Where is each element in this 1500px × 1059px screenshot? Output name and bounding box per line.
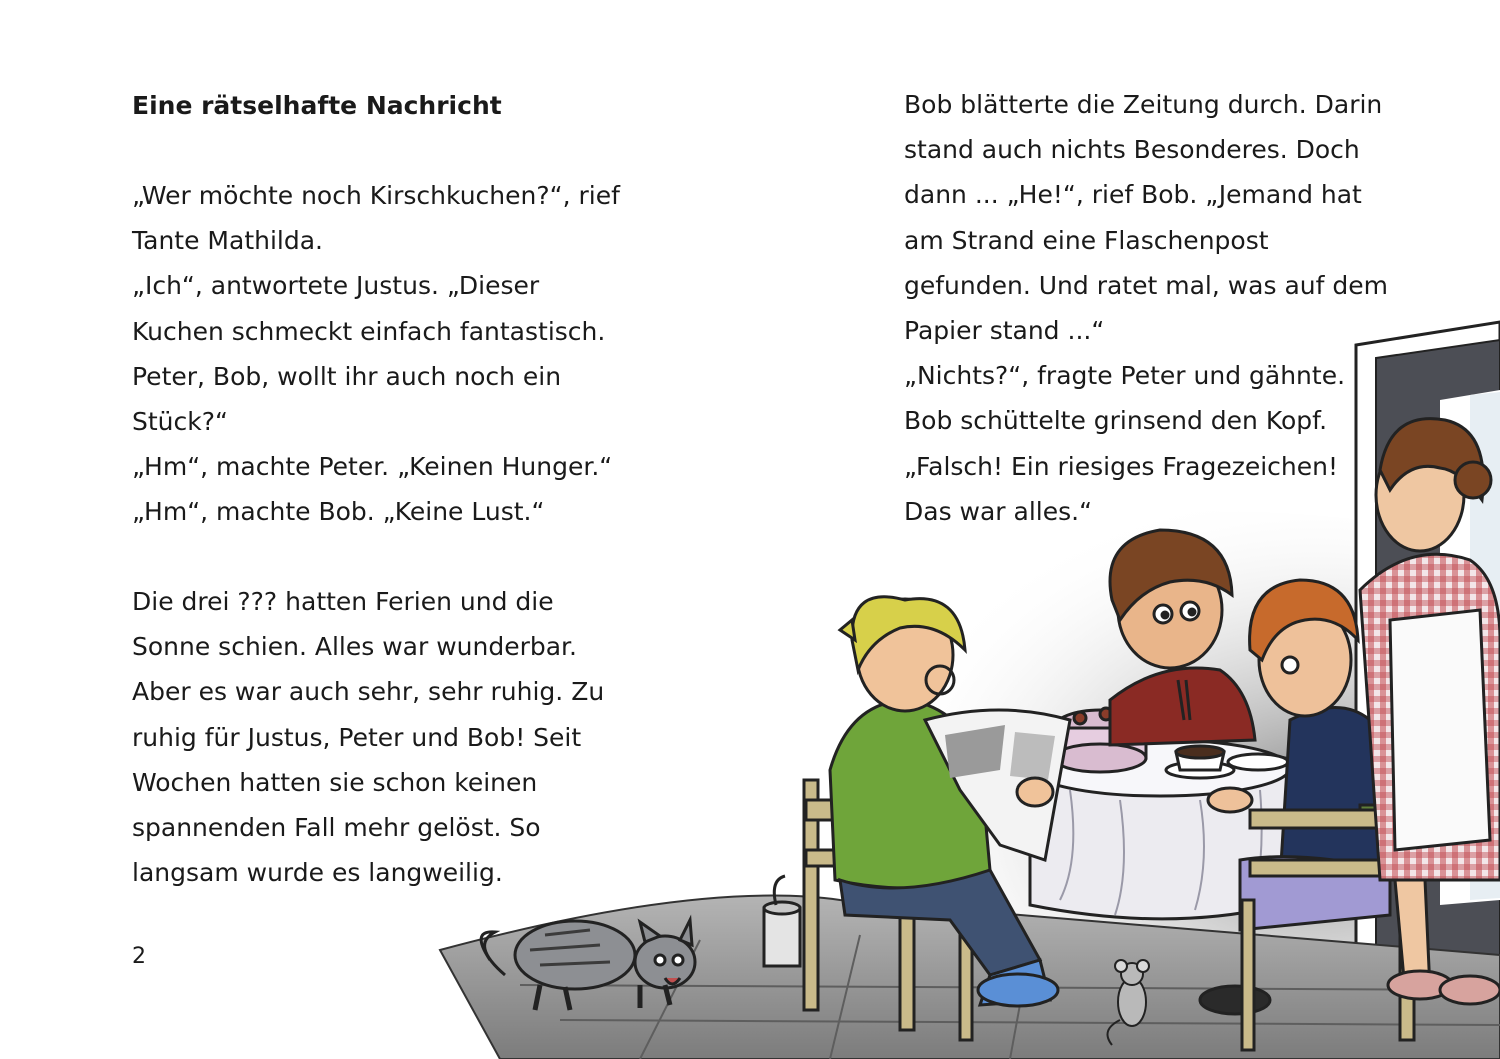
text-line: dann ... „He!“, rief Bob. „Jemand hat [904, 180, 1362, 210]
chapter-title: Eine rätselhafte Nachricht [132, 91, 502, 120]
text-line: am Strand eine Flaschenpost [904, 225, 1269, 255]
text-line: spannenden Fall mehr gelöst. So [132, 812, 541, 842]
text-line: Die drei ??? hatten Ferien und die [132, 587, 554, 616]
text-line: langsam wurde es langweilig. [132, 858, 503, 888]
text-line: „Nichts?“, fragte Peter und gähnte. [904, 361, 1346, 391]
text-line: Das war alles.“ [904, 496, 1093, 526]
page-number: 2 [132, 944, 146, 969]
text-line: Papier stand ...“ [904, 315, 1105, 345]
text-line: „Wer möchte noch Kirschkuchen?“, rief [132, 181, 620, 210]
text-line: Peter, Bob, wollt ihr auch noch ein [132, 361, 562, 391]
text-line: Kuchen schmeckt einfach fantastisch. [132, 316, 606, 346]
text-line: Aber es war auch sehr, sehr ruhig. Zu [132, 677, 605, 707]
paragraph-3 [904, 87, 1388, 539]
paragraph-2 [132, 584, 604, 900]
text-line: Bob blätterte die Zeitung durch. Darin [904, 90, 1383, 119]
text-line: Stück?“ [132, 406, 228, 436]
text-line: Bob schüttelte grinsend den Kopf. [904, 406, 1328, 436]
text-line: „Falsch! Ein riesiges Fragezeichen! [904, 451, 1339, 481]
text-line: gefunden. Und ratet mal, was auf dem [904, 270, 1388, 300]
text-line: Wochen hatten sie schon keinen [132, 767, 538, 797]
text-line: „Hm“, machte Bob. „Keine Lust.“ [132, 497, 545, 527]
text-line: „Ich“, antwortete Justus. „Dieser [132, 271, 540, 301]
paragraph-1 [132, 178, 620, 540]
text-line: ruhig für Justus, Peter und Bob! Seit [132, 722, 582, 752]
text-line: Sonne schien. Alles war wunderbar. [132, 632, 577, 662]
text-line: stand auch nichts Besonderes. Doch [904, 135, 1360, 165]
text-line: „Hm“, machte Peter. „Keinen Hunger.“ [132, 452, 613, 482]
text-line: Tante Mathilda. [132, 226, 323, 256]
